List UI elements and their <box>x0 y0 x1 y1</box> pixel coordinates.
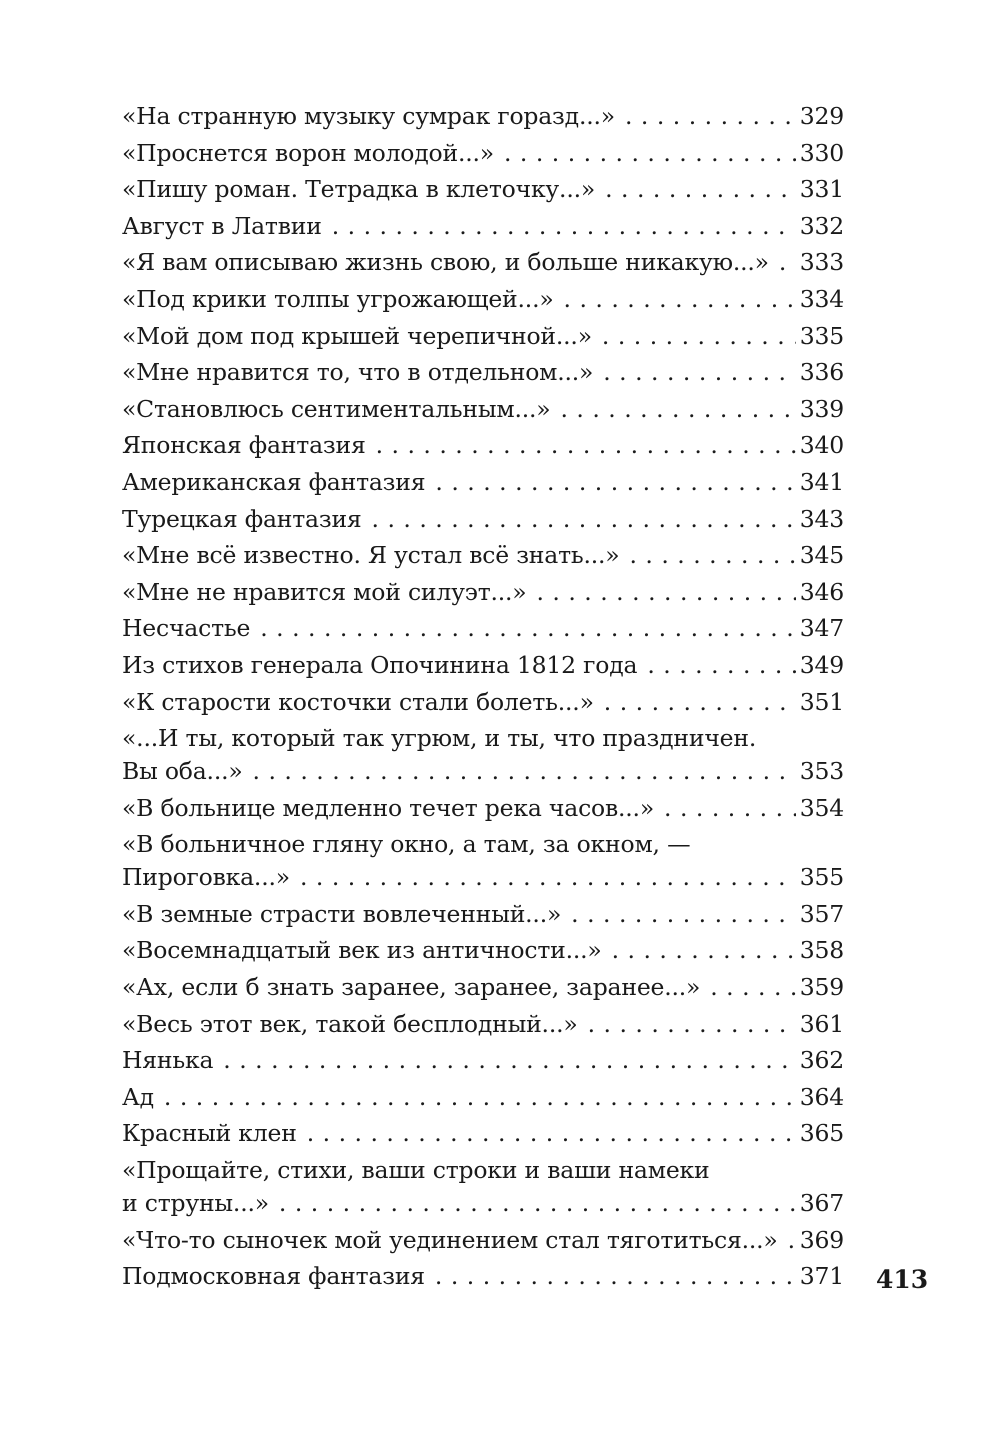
dot-leader <box>435 1258 796 1295</box>
dot-leader <box>710 969 796 1006</box>
dot-leader <box>372 501 796 538</box>
dot-leader <box>307 1115 796 1152</box>
toc-entry-title: «Я вам описываю жизнь свою, и больше никакую...» <box>122 248 769 277</box>
toc-entry <box>122 790 844 827</box>
toc-entry <box>122 171 844 208</box>
toc-entry <box>122 1006 844 1043</box>
toc-entry-page: 340 <box>799 431 844 460</box>
toc-entry-page: 354 <box>799 793 844 822</box>
toc-entry <box>122 244 844 281</box>
dot-leader <box>625 98 796 135</box>
toc-entry-title: «Восемнадцатый век из античности...» <box>122 936 602 965</box>
toc-entry-title: и струны...» <box>122 1189 269 1218</box>
dot-leader <box>604 684 796 721</box>
toc-entry <box>122 574 844 611</box>
toc-entry-title-line1: «Прощайте, стихи, ваши строки и ваши намеки <box>122 1156 710 1185</box>
toc-entry-title: «Пишу роман. Тетрадка в клеточку...» <box>122 175 596 204</box>
toc-entry-title: «К старости косточки стали болеть...» <box>122 687 594 716</box>
toc-entry-title: «Проснется ворон молодой...» <box>122 138 494 167</box>
toc-entry <box>122 427 844 464</box>
toc-entry-title: «Становлюсь сентиментальным...» <box>122 394 551 423</box>
toc-entry <box>122 896 844 933</box>
dot-leader <box>260 610 796 647</box>
toc-entry <box>122 1079 844 1116</box>
toc-entry-page: 346 <box>799 577 844 606</box>
dot-leader <box>612 932 796 969</box>
dot-leader <box>504 135 796 172</box>
toc-entry <box>122 208 844 245</box>
toc-entry-title: «Весь этот век, такой бесплодный...» <box>122 1009 578 1038</box>
toc-entry <box>122 684 844 721</box>
toc-entry-page: 371 <box>799 1262 844 1291</box>
toc-entry-title: Ад <box>122 1082 154 1111</box>
dot-leader <box>664 790 796 827</box>
toc-entry-title: Вы оба...» <box>122 757 243 786</box>
toc-entry-title-line1: «...И ты, который так угрюм, и ты, что праздничен. <box>122 724 757 753</box>
toc-entry-page: 334 <box>799 284 844 313</box>
dot-leader <box>571 896 796 933</box>
dot-leader <box>536 574 795 611</box>
toc-entry <box>122 1115 844 1152</box>
toc-entry-page: 357 <box>799 899 844 928</box>
toc-entry <box>122 969 844 1006</box>
toc-entry <box>122 391 844 428</box>
dot-leader <box>605 171 796 208</box>
toc-entry <box>122 98 844 135</box>
toc-entry-title: «Что-то сыночек мой уединением стал тяготиться...» <box>122 1225 778 1254</box>
toc-entry <box>122 281 844 318</box>
toc-entry-title: Из стихов генерала Опочинина 1812 года <box>122 650 638 679</box>
toc-entry <box>122 1222 844 1259</box>
toc-entry-title: Турецкая фантазия <box>122 504 362 533</box>
dot-leader <box>279 1185 796 1222</box>
toc-entry-page: 361 <box>799 1009 844 1038</box>
toc-entry <box>122 537 844 574</box>
dot-leader <box>223 1042 795 1079</box>
toc-entry-page: 369 <box>799 1225 844 1254</box>
toc-entry-title: Нянька <box>122 1046 214 1075</box>
dot-leader <box>376 427 796 464</box>
toc-entry-page: 330 <box>799 138 844 167</box>
toc-entry-multiline <box>122 720 844 790</box>
dot-leader <box>300 859 796 896</box>
dot-leader <box>435 464 795 501</box>
table-of-contents <box>122 98 844 1295</box>
toc-entry-title: Август в Латвии <box>122 211 322 240</box>
toc-entry-page: 336 <box>799 358 844 387</box>
toc-entry-title: Американская фантазия <box>122 467 426 496</box>
toc-entry <box>122 354 844 391</box>
toc-entry-title: «В земные страсти вовлеченный...» <box>122 899 562 928</box>
dot-leader <box>588 1006 796 1043</box>
dot-leader <box>564 281 796 318</box>
toc-entry <box>122 647 844 684</box>
toc-entry-page: 341 <box>799 467 844 496</box>
toc-entry-multiline <box>122 826 844 896</box>
toc-entry-title-line1: «В больничное гляну окно, а там, за окном, — <box>122 830 691 859</box>
toc-entry <box>122 318 844 355</box>
toc-entry <box>122 1258 844 1295</box>
toc-entry-page: 333 <box>799 248 844 277</box>
toc-entry-page: 365 <box>799 1119 844 1148</box>
toc-entry-page: 329 <box>799 102 844 130</box>
toc-entry-title: «Мне всё известно. Я устал всё знать...» <box>122 541 620 570</box>
page-number: 413 <box>876 1265 929 1294</box>
toc-entry <box>122 135 844 172</box>
toc-entry-title: «Мне не нравится мой силуэт...» <box>122 577 527 606</box>
toc-entry-page: 335 <box>799 321 844 350</box>
dot-leader <box>779 244 796 281</box>
toc-entry-title: «Мне нравится то, что в отдельном...» <box>122 358 594 387</box>
toc-entry <box>122 501 844 538</box>
toc-entry-multiline <box>122 1152 844 1222</box>
dot-leader <box>253 753 796 790</box>
toc-entry <box>122 932 844 969</box>
dot-leader <box>647 647 795 684</box>
toc-entry-page: 351 <box>799 687 844 716</box>
toc-entry-title: Японская фантазия <box>122 431 366 460</box>
toc-entry-page: 367 <box>799 1189 844 1218</box>
toc-entry <box>122 1042 844 1079</box>
toc-entry-page: 359 <box>799 973 844 1002</box>
dot-leader <box>332 208 796 245</box>
toc-entry-page: 358 <box>799 936 844 965</box>
toc-entry-title: «На странную музыку сумрак горазд...» <box>122 102 615 130</box>
dot-leader <box>164 1079 796 1116</box>
dot-leader <box>788 1222 796 1259</box>
toc-entry <box>122 610 844 647</box>
toc-entry-page: 339 <box>799 394 844 423</box>
toc-entry-page: 343 <box>799 504 844 533</box>
toc-entry-title: Пироговка...» <box>122 863 290 892</box>
toc-entry-page: 362 <box>799 1046 844 1075</box>
toc-entry-page: 353 <box>799 757 844 786</box>
dot-leader <box>629 537 795 574</box>
toc-entry-page: 364 <box>799 1082 844 1111</box>
toc-entry-title: Несчастье <box>122 614 251 643</box>
toc-entry-title: «Мой дом под крышей черепичной...» <box>122 321 592 350</box>
toc-entry-page: 345 <box>799 541 844 570</box>
toc-entry-page: 349 <box>799 650 844 679</box>
toc-entry-title: «Ах, если б знать заранее, заранее, заранее...» <box>122 973 701 1002</box>
dot-leader <box>602 318 796 355</box>
toc-entry-title: «В больнице медленно течет река часов...» <box>122 793 655 822</box>
toc-entry-page: 331 <box>799 175 844 204</box>
toc-entry <box>122 464 844 501</box>
toc-entry-title: Подмосковная фантазия <box>122 1262 425 1291</box>
dot-leader <box>560 391 795 428</box>
toc-entry-page: 355 <box>799 863 844 892</box>
toc-entry-page: 347 <box>799 614 844 643</box>
toc-entry-title: «Под крики толпы угрожающей...» <box>122 284 554 313</box>
toc-entry-page: 332 <box>799 211 844 240</box>
toc-entry-title: Красный клен <box>122 1119 297 1148</box>
dot-leader <box>603 354 796 391</box>
